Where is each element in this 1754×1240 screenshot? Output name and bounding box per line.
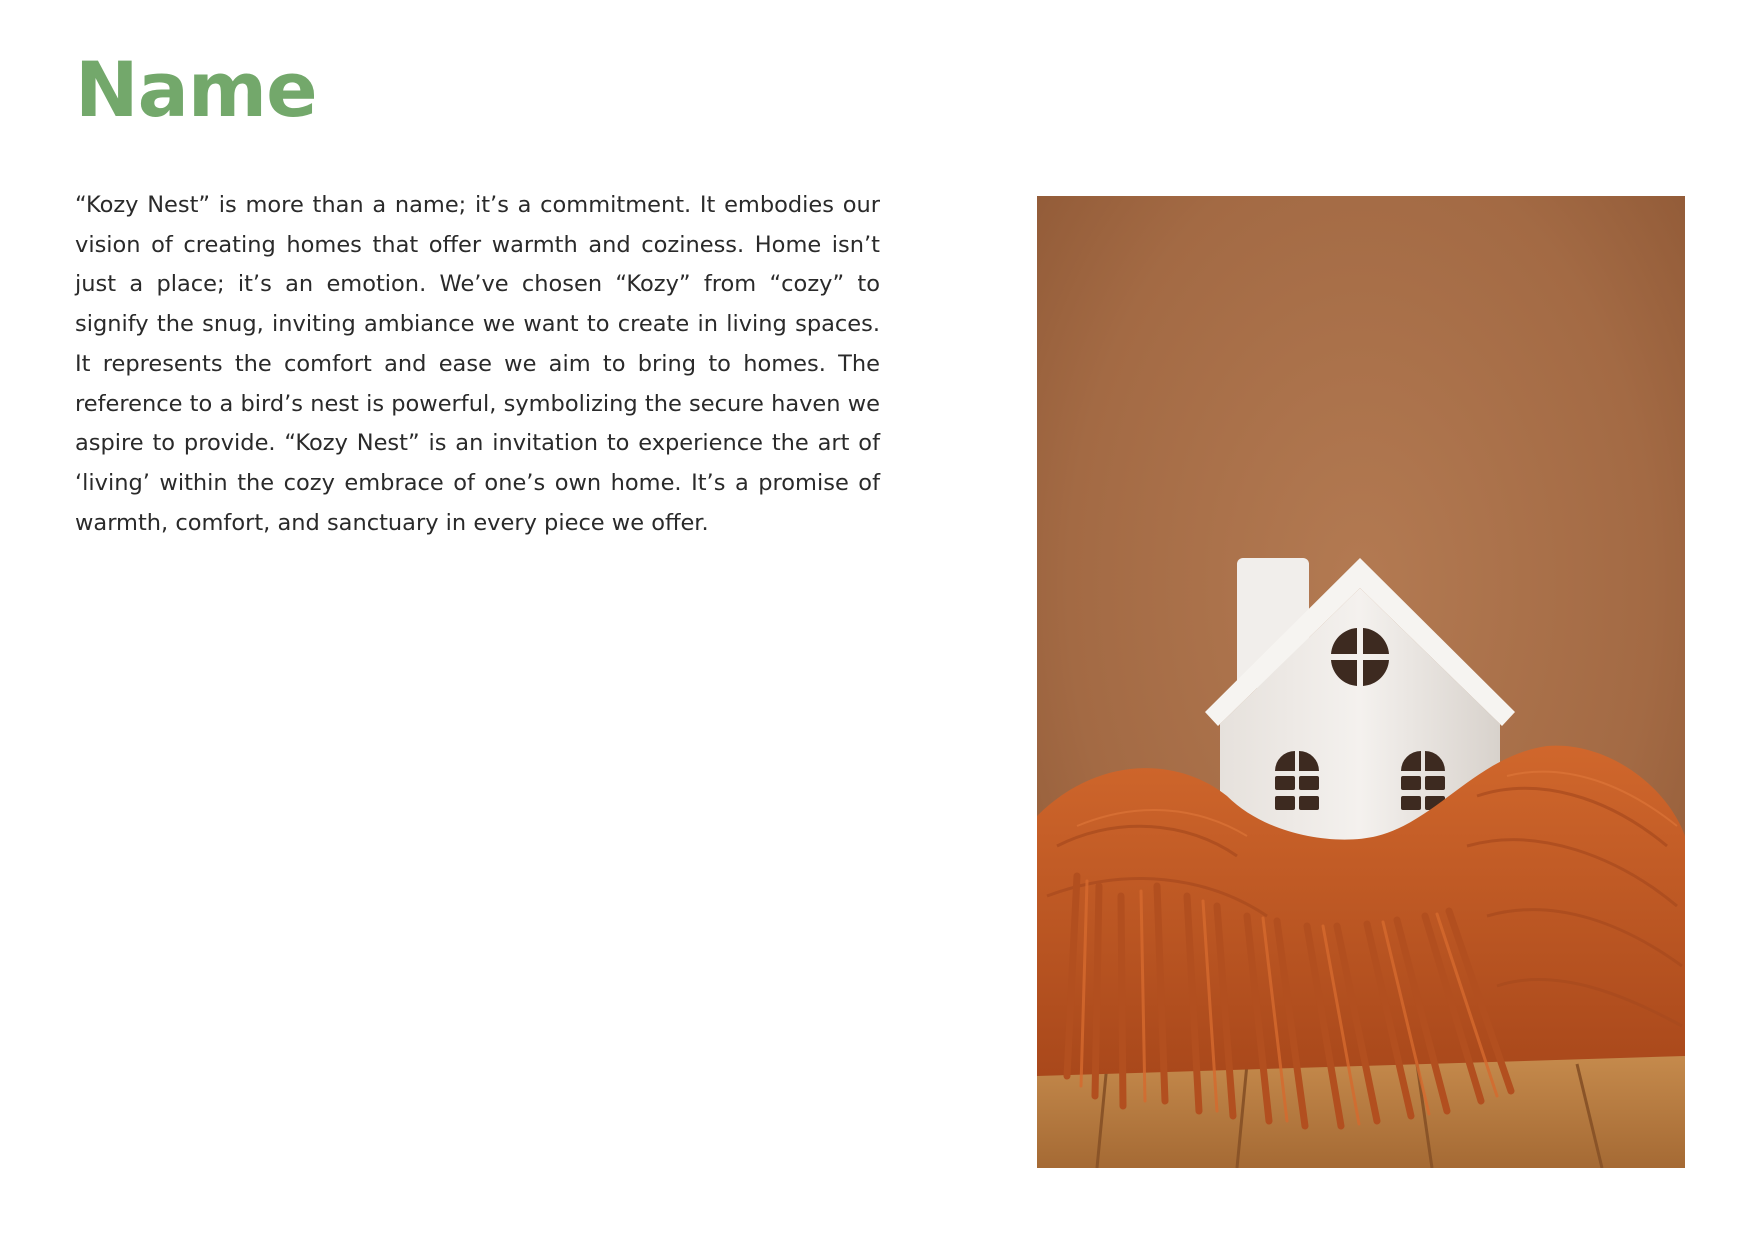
page-title: Name xyxy=(75,45,317,134)
house-in-scarf-photo xyxy=(1037,196,1685,1168)
body-paragraph: “Kozy Nest” is more than a name; it’s a commitment. It embodies our vision of creating homes that offer warmth and coziness. Home isn’t just a place; it’s an emotion. We’ve chosen “Kozy” from “cozy” to signify the snug, inviting ambiance we want to create in living spaces. It represents the comfort and ease we aim to bring to homes. The reference to a bird’s nest is powerful, symbolizing the secure haven we aspire to provide. “Kozy Nest” is an invitation to experience the art of ‘living’ within the cozy embrace of one’s own home. It’s a promise of warmth, comfort, and sanctuary in every piece we offer. xyxy=(75,192,880,536)
